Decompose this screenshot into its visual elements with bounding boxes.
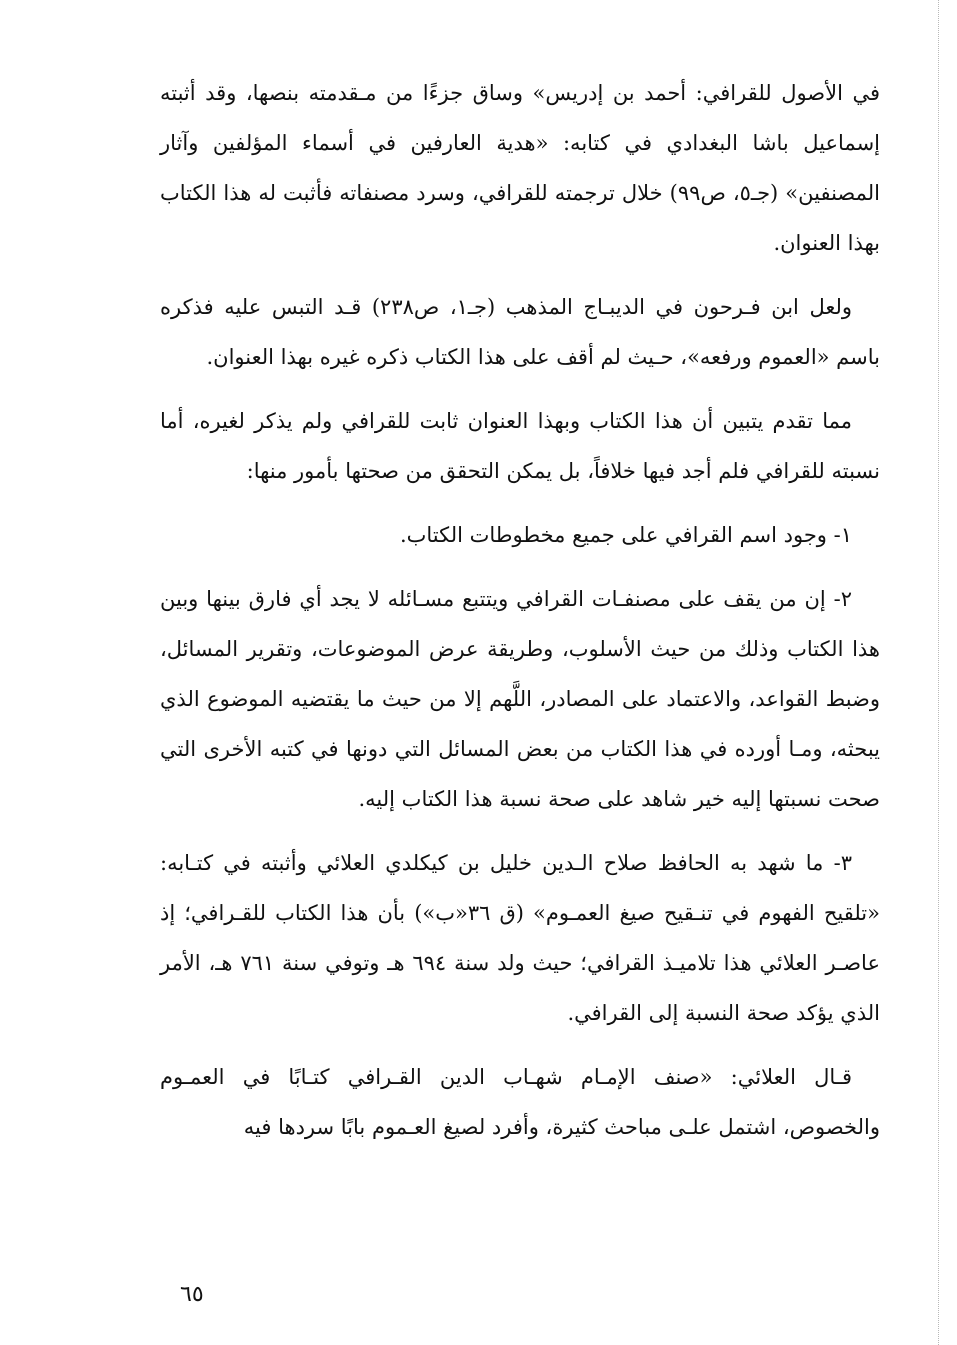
margin-dotted-line <box>938 0 939 1345</box>
page-body <box>160 68 880 1166</box>
list-item-2: ٢- إن من يقف على مصنفـات القرافي ويتتبع مسـائله لا يجد أي فارق بينها وبين هذا الكتاب وذلك من حيث الأسلوب، وطريقة عرض الموضوعات، وتقرير المسائل، وضبط القواعد، والاعتماد على المصادر، اللَّهم إلا من حيث ما يقتضيه الموضوع الذي يبحثه، ومـا أورده في هذا الكتاب من بعض المسائل التي دونها في كتبه الأخرى التي صحت نسبتها إليه خير شاهد على صحة نسبة هذا الكتاب إليه. <box>160 587 880 811</box>
paragraph-2: ولعل ابن فـرحون في الديبـاج المذهب (جـ١، ص٢٣٨) قـد التبس عليه فذكره باسم «العموم ورفعه»، حـيث لم أقف على هذا الكتاب ذكره غيره بهذا العنوان. <box>160 295 880 369</box>
paragraph-3: مما تقدم يتبين أن هذا الكتاب وبهذا العنوان ثابت للقرافي ولم يذكر لغيره، أما نسبته للقرافي فلم أجد فيها خلافاً، بل يمكن التحقق من صحتها بأمور منها: <box>160 409 880 483</box>
list-item-1: ١- وجود اسم القرافي على جميع مخطوطات الكتاب. <box>399 523 852 547</box>
paragraph-1: في الأصول للقرافي: أحمد بن إدريس» وساق جزءًا من مـقدمته بنصها، وقد أثبته إسماعيل باشا البغدادي في كتابه: «هدية العارفين في أسماء المؤلفين وآثار المصنفين» (جـ٥، ص٩٩) خلال ترجمته للقرافي، وسرد مصنفاته فأثبت له هذا الكتاب بهذا العنوان. <box>160 81 880 255</box>
page-number: ٦٥ <box>180 1282 204 1307</box>
paragraph-quote: قـال العلائي: «صنف الإمـام شهـاب الدين القـرافي كتـابًا في العمـوم والخصوص، اشتمل علـى مباحث كثيرة، وأفرد لصيغ العـموم بابًا سردها فيه <box>160 1065 880 1139</box>
list-item-3: ٣- ما شهد به الحافظ صلاح الـدين خليل بن كيكلدي العلائي وأثبته في كتـابه: «تلقيح الفهوم في تنـقيح صيغ العمـوم» (ق ٣٦«ب») بأن هذا الكتاب للقـرافي؛ إذ عاصـر العلائي هذا تلاميـذ القرافي؛ حيث ولد سنة ٦٩٤ هـ وتوفي سنة ٧٦١ هـ، الأمر الذي يؤكد صحة النسبة إلى القرافي. <box>160 851 880 1025</box>
